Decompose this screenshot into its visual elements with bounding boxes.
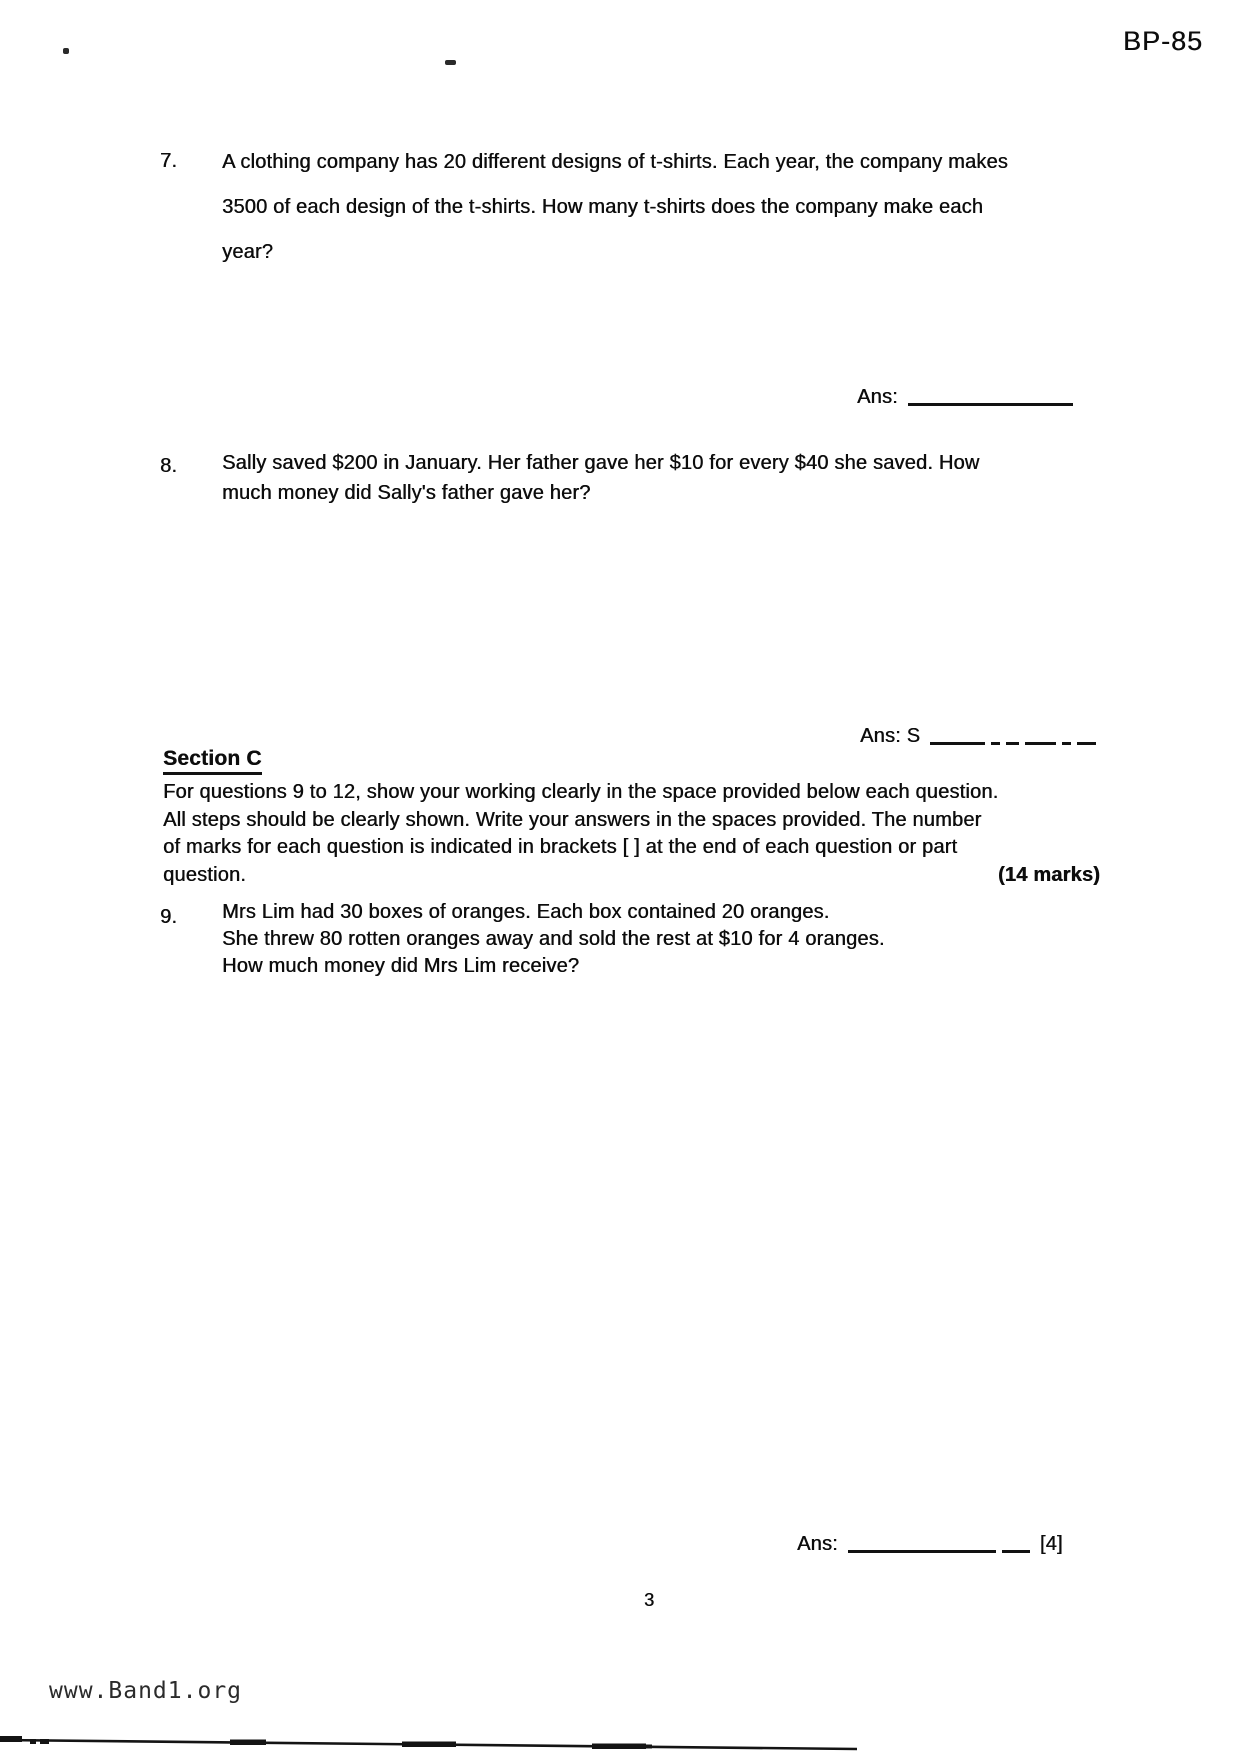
instructions-line-3: of marks for each question is indicated in brackets [ ] at the end of each question or part [163,836,958,858]
scan-speck-dash [445,60,456,65]
question-8-line-2: much money did Sally's father gave her? [222,482,591,504]
question-7-answer-row [857,383,1073,409]
answer-blank-line-segment [930,725,985,745]
answer-blank-line-segment [1002,1533,1030,1553]
section-marks-total: (14 marks) [997,863,1100,886]
question-8-text [222,448,1107,508]
doc-code: BP-85 [1122,26,1203,56]
scan-edge-line [0,1730,900,1754]
answer-label: Ans: S [860,725,921,747]
instructions-line-1: For questions 9 to 12, show your working clearly in the space provided below each question. [163,781,999,803]
scan-speck-dot [63,48,69,54]
question-9-text [222,899,1107,980]
watermark-url: www.Band1.org [49,1678,243,1704]
question-9-answer-row [797,1530,1063,1556]
answer-label: Ans: [797,1533,838,1555]
question-7-number: 7. [160,150,178,172]
instructions-line-2: All steps should be clearly shown. Write your answers in the spaces provided. The number [163,808,982,831]
instructions-line-4: question. [163,863,246,886]
answer-blank-line [908,386,1073,406]
question-9-line-3: How much money did Mrs Lim receive? [222,955,580,977]
answer-blank-line-segment [1006,725,1019,745]
answer-blank-line-segment [991,725,1000,745]
answer-blank-line-segment [1077,725,1096,745]
question-9-number: 9. [160,906,178,928]
answer-blank-line-segment [1025,725,1056,745]
question-9-line-1: Mrs Lim had 30 boxes of oranges. Each box contained 20 oranges. [222,901,830,923]
question-8-number: 8. [160,455,178,477]
question-8-answer-row [860,722,1096,748]
answer-blank-line-segment [1062,725,1071,745]
question-7-line-3: year? [222,241,274,263]
section-instructions [163,779,1100,889]
answer-label: Ans: [857,386,898,408]
question-8-line-1: Sally saved $200 in January. Her father gave her $10 for every $40 she saved. How [222,452,980,474]
question-7-line-2: 3500 of each design of the t-shirts. How many t-shirts does the company make each [222,196,984,218]
question-9-line-2: She threw 80 rotten oranges away and sold the rest at $10 for 4 oranges. [222,928,885,950]
answer-blank-line-segment [848,1533,996,1553]
question-7-text [222,140,1107,275]
question-9-marks: [4] [1039,1533,1063,1555]
page-number: 3 [644,1590,655,1610]
section-title: Section C [163,747,262,775]
question-7-line-1: A clothing company has 20 different designs of t-shirts. Each year, the company makes [222,151,1008,173]
